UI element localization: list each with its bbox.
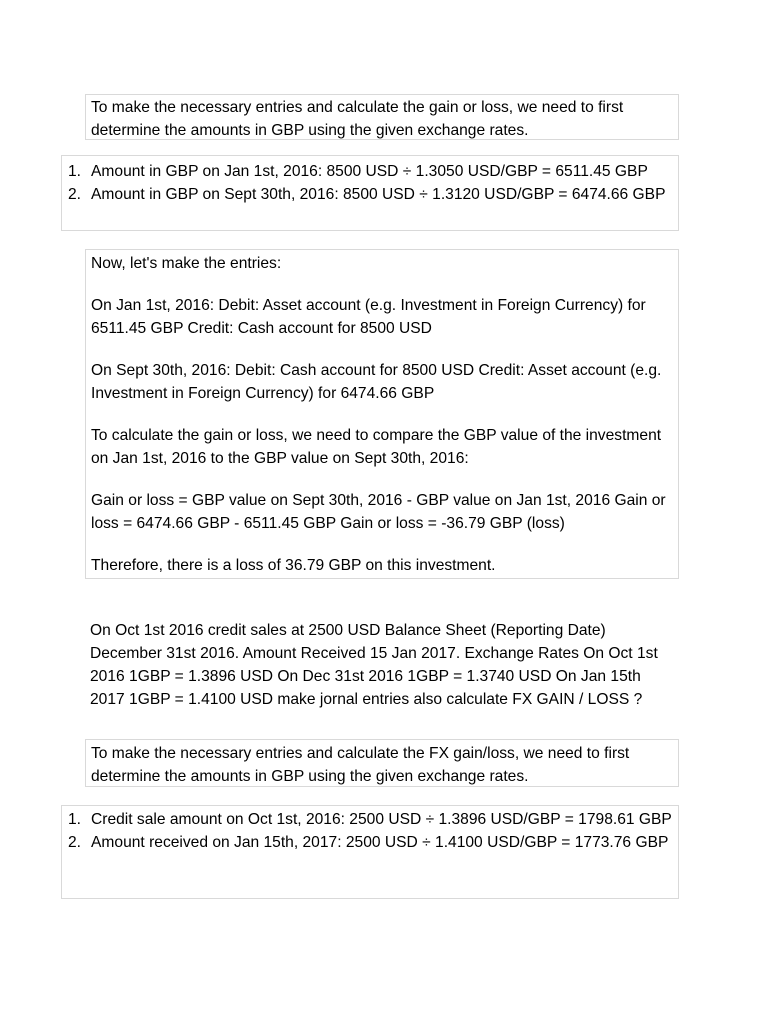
list-item-text: Credit sale amount on Oct 1st, 2016: 2500 USD ÷ 1.3896 USD/GBP = 1798.61 GBP xyxy=(91,811,672,828)
entries-box xyxy=(85,249,679,579)
gain-loss-calculation: Gain or loss = GBP value on Sept 30th, 2016 - GBP value on Jan 1st, 2016 Gain or loss = 6474.66 GBP - 6511.45 GBP Gain or loss = -36.79 GBP (loss) xyxy=(91,492,666,532)
list-item-text: Amount received on Jan 15th, 2017: 2500 USD ÷ 1.4100 USD/GBP = 1773.76 GBP xyxy=(91,834,669,851)
list-item xyxy=(63,160,674,183)
list-item-number: 1. xyxy=(68,163,82,180)
list-item-number: 2. xyxy=(68,834,82,851)
entry-jan-1: On Jan 1st, 2016: Debit: Asset account (e.g. Investment in Foreign Currency) for 6511.45 GBP Credit: Cash account for 8500 USD xyxy=(91,297,646,337)
list-item-number: 2. xyxy=(68,186,82,203)
list-item-text: Amount in GBP on Sept 30th, 2016: 8500 USD ÷ 1.3120 USD/GBP = 6474.66 GBP xyxy=(91,186,666,203)
intro-box-1 xyxy=(85,94,679,140)
amounts-list-1 xyxy=(63,160,674,206)
list-item-text: Amount in GBP on Jan 1st, 2016: 8500 USD ÷ 1.3050 USD/GBP = 6511.45 GBP xyxy=(91,163,648,180)
intro-paragraph-2: To make the necessary entries and calculate the FX gain/loss, we need to first determine the amounts in GBP using the given exchange rates. xyxy=(91,745,630,785)
list-item xyxy=(63,831,674,854)
conclusion: Therefore, there is a loss of 36.79 GBP on this investment. xyxy=(91,557,496,574)
intro-box-2 xyxy=(85,739,679,787)
list-item xyxy=(63,183,674,206)
amounts-list-box-1 xyxy=(61,155,679,231)
entries-heading: Now, let's make the entries: xyxy=(91,255,282,272)
intro-paragraph-1: To make the necessary entries and calculate the gain or loss, we need to first determine the amounts in GBP using the given exchange rates. xyxy=(91,99,624,139)
list-item-number: 1. xyxy=(68,811,82,828)
entry-sept-30: On Sept 30th, 2016: Debit: Cash account for 8500 USD Credit: Asset account (e.g. Investment in Foreign Currency) for 6474.66 GBP xyxy=(91,362,662,402)
list-item xyxy=(63,808,674,831)
amounts-list-2 xyxy=(63,808,674,854)
gain-loss-explanation: To calculate the gain or loss, we need to compare the GBP value of the investment on Jan 1st, 2016 to the GBP value on Sept 30th, 2016: xyxy=(91,427,662,467)
question-paragraph: On Oct 1st 2016 credit sales at 2500 USD Balance Sheet (Reporting Date) December 31st 2016. Amount Received 15 Jan 2017. Exchange Rates On Oct 1st 2016 1GBP = 1.3896 USD On Dec 31st 2016 1GBP = 1.3740 USD On Jan 15th 2017 1GBP = 1.4100 USD make jornal entries also calculate FX GAIN / LOSS ? xyxy=(90,622,658,708)
amounts-list-box-2 xyxy=(61,805,679,899)
